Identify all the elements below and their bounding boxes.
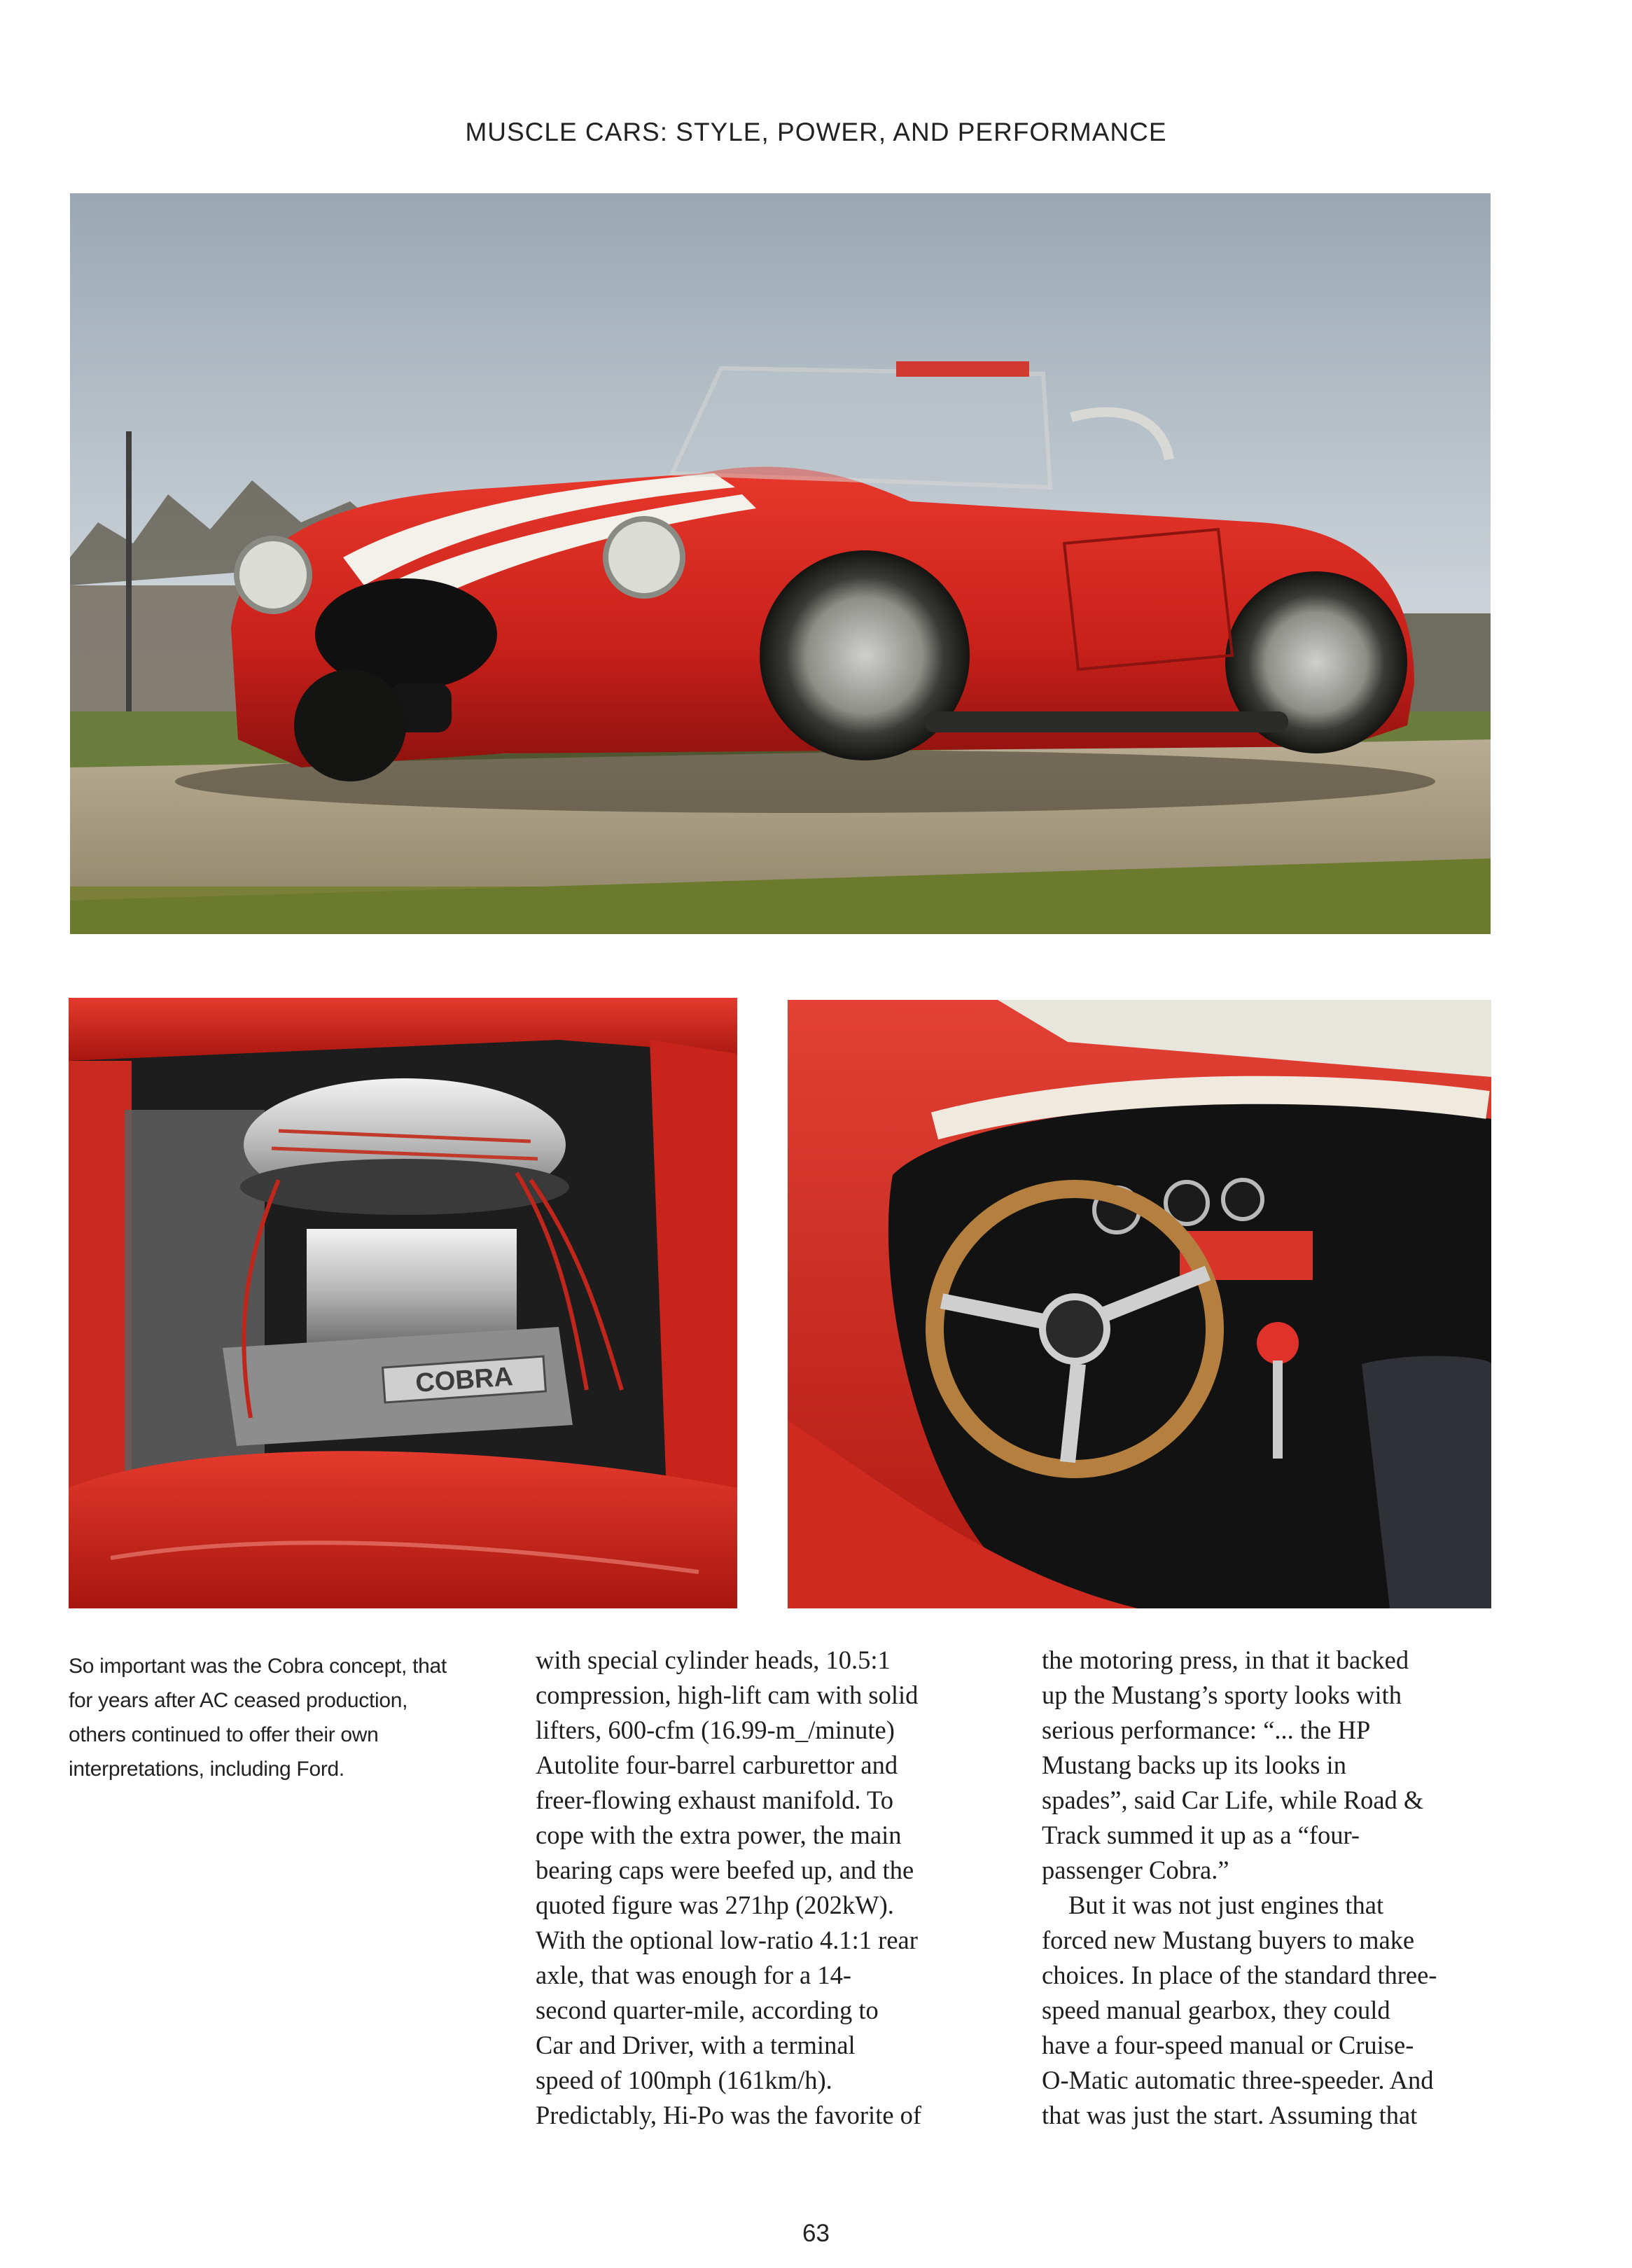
body-line: that was just the start. Assuming that bbox=[1042, 2101, 1418, 2129]
body-line: Mustang backs up its looks in bbox=[1042, 1751, 1346, 1779]
valve-cover-text: COBRA bbox=[414, 1362, 515, 1398]
caption-line: for years after AC ceased production, bbox=[69, 1689, 408, 1712]
body-line: Predictably, Hi-Po was the favorite of bbox=[536, 2101, 922, 2129]
body-line: quoted figure was 271hp (202kW). bbox=[536, 1891, 894, 1919]
caption-line: interpretations, including Ford. bbox=[69, 1758, 344, 1781]
running-head: MUSCLE CARS: STYLE, POWER, AND PERFORMANCE bbox=[465, 118, 1167, 146]
body-line: Track summed it up as a “four- bbox=[1042, 1821, 1360, 1849]
body-column-2 bbox=[536, 1643, 991, 2133]
page-number: 63 bbox=[802, 2220, 830, 2247]
body-line: choices. In place of the standard three- bbox=[1042, 1961, 1437, 1989]
body-line: second quarter-mile, according to bbox=[536, 1996, 879, 2024]
body-line: With the optional low-ratio 4.1:1 rear bbox=[536, 1926, 918, 1954]
body-line: the motoring press, in that it backed bbox=[1042, 1646, 1409, 1674]
engine-bay-photo bbox=[69, 998, 737, 1608]
body-line: cope with the extra power, the main bbox=[536, 1821, 902, 1849]
body-line: speed manual gearbox, they could bbox=[1042, 1996, 1390, 2024]
caption-line: others continued to offer their own bbox=[69, 1723, 379, 1746]
body-line: have a four-speed manual or Cruise- bbox=[1042, 2031, 1414, 2059]
body-line: spades”, said Car Life, while Road & bbox=[1042, 1786, 1424, 1814]
body-line: freer-flowing exhaust manifold. To bbox=[536, 1786, 893, 1814]
body-line: with special cylinder heads, 10.5:1 bbox=[536, 1646, 891, 1674]
body-line: serious performance: “... the HP bbox=[1042, 1716, 1371, 1744]
body-line: forced new Mustang buyers to make bbox=[1042, 1926, 1415, 1954]
cobra-roadster-photo bbox=[70, 193, 1491, 934]
body-line: axle, that was enough for a 14- bbox=[536, 1961, 852, 1989]
body-line: up the Mustang’s sporty looks with bbox=[1042, 1681, 1402, 1709]
body-line: Autolite four-barrel carburettor and bbox=[536, 1751, 898, 1779]
body-line: But it was not just engines that bbox=[1068, 1891, 1384, 1919]
body-line: lifters, 600-cfm (16.99-m_/minute) bbox=[536, 1716, 895, 1744]
body-line: passenger Cobra.” bbox=[1042, 1856, 1229, 1884]
body-line: Car and Driver, with a terminal bbox=[536, 2031, 856, 2059]
photo-caption bbox=[69, 1649, 496, 1786]
body-line: O-Matic automatic three-speeder. And bbox=[1042, 2066, 1434, 2094]
body-line: compression, high-lift cam with solid bbox=[536, 1681, 919, 1709]
body-column-3 bbox=[1042, 1643, 1497, 2133]
body-line: speed of 100mph (161km/h). bbox=[536, 2066, 832, 2094]
caption-line: So important was the Cobra concept, that bbox=[69, 1655, 447, 1678]
cockpit-photo bbox=[788, 1000, 1491, 1608]
body-line: bearing caps were beefed up, and the bbox=[536, 1856, 914, 1884]
